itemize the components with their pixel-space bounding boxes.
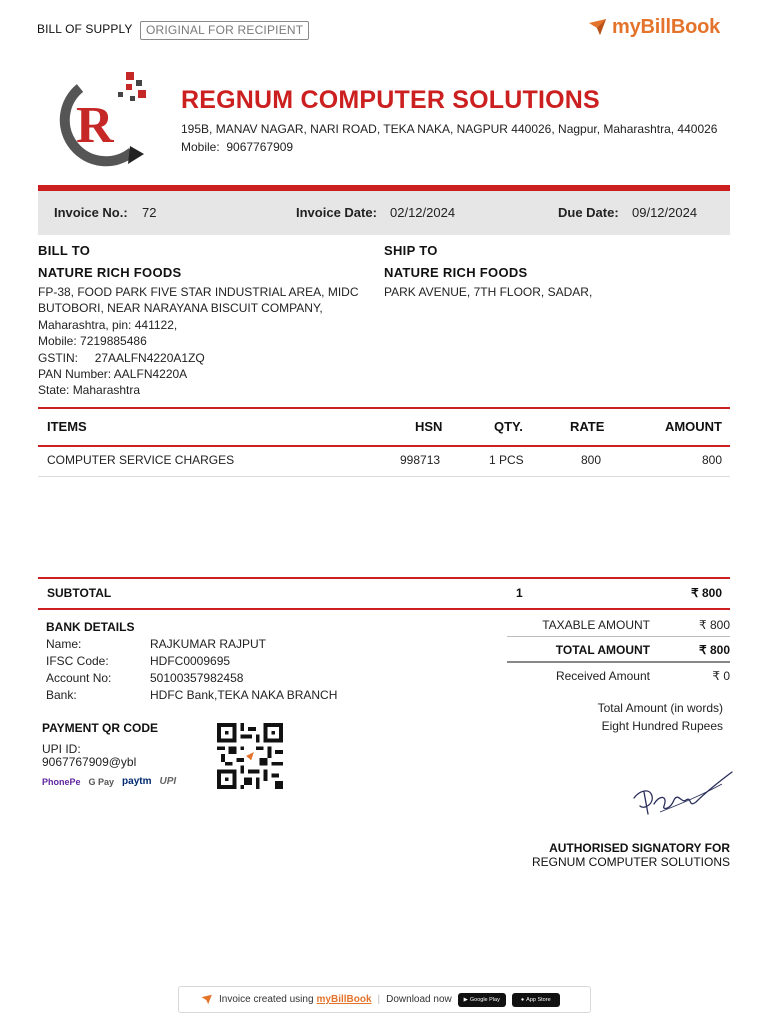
payment-qr-code (216, 723, 284, 789)
item-name-cell: COMPUTER SERVICE CHARGES (47, 453, 235, 467)
item-amount-cell: 800 (701, 453, 722, 467)
item-hsn-cell: 998713 (400, 453, 441, 467)
column-header-rate: RATE (570, 419, 605, 434)
received-amount-label: Received Amount (555, 669, 650, 683)
bill-to-pan: PAN Number: AALFN4220A (38, 367, 188, 382)
footer-separator: | (377, 994, 381, 1005)
bill-to-state: State: Maharashtra (38, 383, 141, 398)
footer-mybillbook-link[interactable]: myBillBook (316, 994, 372, 1005)
totals-divider-strong (507, 661, 730, 663)
bill-to-address-line: BUTOBORI, NEAR NARAYANA BISCUIT COMPANY, (38, 301, 323, 316)
total-amount-label: TOTAL AMOUNT (555, 643, 650, 657)
gstin-value: 27AALFN4220A1ZQ (94, 350, 205, 365)
bill-to-name: NATURE RICH FOODS (38, 265, 182, 280)
column-header-qty: QTY. (494, 419, 523, 434)
play-store-icon: ▶ (463, 996, 468, 1003)
company-logo (46, 66, 162, 172)
taxable-amount-value: ₹ 800 (699, 618, 730, 632)
svg-text:R: R (76, 97, 114, 154)
bill-to-heading: BILL TO (38, 243, 91, 258)
upi-id-value: 9067767909@ybl (42, 755, 137, 769)
mybillbook-brand (588, 15, 720, 39)
table-row-divider (38, 476, 730, 477)
totals-divider (507, 636, 730, 637)
company-mobile (181, 140, 293, 154)
copy-badge: ORIGINAL FOR RECIPIENT (140, 21, 309, 40)
bill-to-address-line: Maharashtra, pin: 441122, (38, 317, 178, 332)
ifsc-value: HDFC0009695 (150, 654, 231, 668)
footer-download-text: Download now (386, 994, 452, 1005)
invoice-no-label: Invoice No.: (54, 205, 128, 220)
ship-to-heading: SHIP TO (384, 243, 438, 258)
received-amount-value: ₹ 0 (712, 669, 730, 683)
ship-to-address: PARK AVENUE, 7TH FLOOR, SADAR, (384, 285, 593, 299)
upi-id-label: UPI ID: (42, 742, 81, 756)
apple-icon: ● (520, 996, 525, 1003)
paytm-logo: paytm (122, 776, 152, 787)
invoice-date-label: Invoice Date: (296, 205, 377, 220)
table-top-border (38, 407, 730, 409)
total-amount-value: ₹ 800 (699, 643, 730, 657)
gpay-logo: G Pay (88, 776, 115, 787)
google-play-label: Google Play (469, 996, 500, 1003)
bank-label: Bank: (46, 688, 77, 702)
amount-in-words-value: Eight Hundred Rupees (601, 719, 723, 733)
bank-name-label: Name: (46, 637, 82, 651)
subtotal-top-border (38, 577, 730, 579)
column-header-hsn: HSN (415, 419, 443, 434)
taxable-amount-label: TAXABLE AMOUNT (542, 618, 650, 632)
subtotal-label: SUBTOTAL (47, 586, 112, 600)
document-type: BILL OF SUPPLY (37, 22, 133, 36)
column-header-amount: AMOUNT (664, 419, 722, 434)
bill-to-address-line: FP-38, FOOD PARK FIVE STAR INDUSTRIAL AREA, MIDC (38, 285, 359, 299)
company-mobile-value: 9067767909 (226, 140, 294, 154)
subtotal-amount: ₹ 800 (691, 586, 722, 600)
mybillbook-logo-icon (201, 994, 213, 1005)
due-date-label: Due Date: (558, 205, 619, 220)
payment-qr-heading: PAYMENT QR CODE (42, 721, 159, 735)
signature-image (630, 770, 734, 820)
due-date-value: 09/12/2024 (632, 205, 698, 220)
bill-to-gstin (38, 350, 359, 366)
app-store-button[interactable] (512, 993, 560, 1007)
bank-account-holder: RAJKUMAR RAJPUT (150, 637, 267, 651)
gstin-label: GSTIN: (38, 350, 79, 365)
bank-details-heading: BANK DETAILS (46, 620, 135, 634)
company-address: 195B, MANAV NAGAR, NARI ROAD, TEKA NAKA, NAGPUR 440026, Nagpur, Maharashtra, 440026 (181, 122, 718, 136)
bank-value: HDFC Bank,TEKA NAKA BRANCH (150, 688, 338, 702)
brand-name: myBillBook (612, 15, 721, 38)
item-qty-cell: 1 PCS (489, 453, 524, 467)
footer-banner (178, 986, 591, 1013)
app-store-label: App Store (526, 996, 551, 1003)
company-mobile-label: Mobile: (181, 140, 220, 154)
bill-to-mobile: Mobile: 7219885486 (38, 334, 147, 349)
authorised-signatory-label: AUTHORISED SIGNATORY FOR (549, 841, 730, 855)
account-no-label: Account No: (46, 671, 112, 685)
amount-in-words-label: Total Amount (in words) (597, 701, 723, 715)
upi-logo: UPI (159, 776, 177, 787)
authorised-signatory-company: REGNUM COMPUTER SOLUTIONS (531, 855, 730, 869)
invoice-no-value: 72 (142, 205, 157, 220)
ship-to-name: NATURE RICH FOODS (384, 265, 528, 280)
phonepe-logo: PhonePe (42, 776, 81, 787)
bill-to-details (38, 284, 359, 399)
footer-created-text: Invoice created using (219, 994, 314, 1005)
invoice-date-value: 02/12/2024 (390, 205, 456, 220)
invoice-meta-bar (38, 191, 730, 235)
subtotal-bottom-border (38, 608, 730, 610)
ifsc-label: IFSC Code: (46, 654, 109, 668)
mybillbook-logo-icon (588, 18, 608, 36)
subtotal-qty: 1 (516, 586, 523, 600)
account-no-value: 50100357982458 (150, 671, 244, 685)
google-play-button[interactable] (458, 993, 506, 1007)
item-rate-cell: 800 (581, 453, 602, 467)
payment-app-logos (42, 776, 176, 787)
column-header-items: ITEMS (47, 419, 87, 434)
table-header-border (38, 445, 730, 447)
company-name: REGNUM COMPUTER SOLUTIONS (181, 86, 600, 114)
